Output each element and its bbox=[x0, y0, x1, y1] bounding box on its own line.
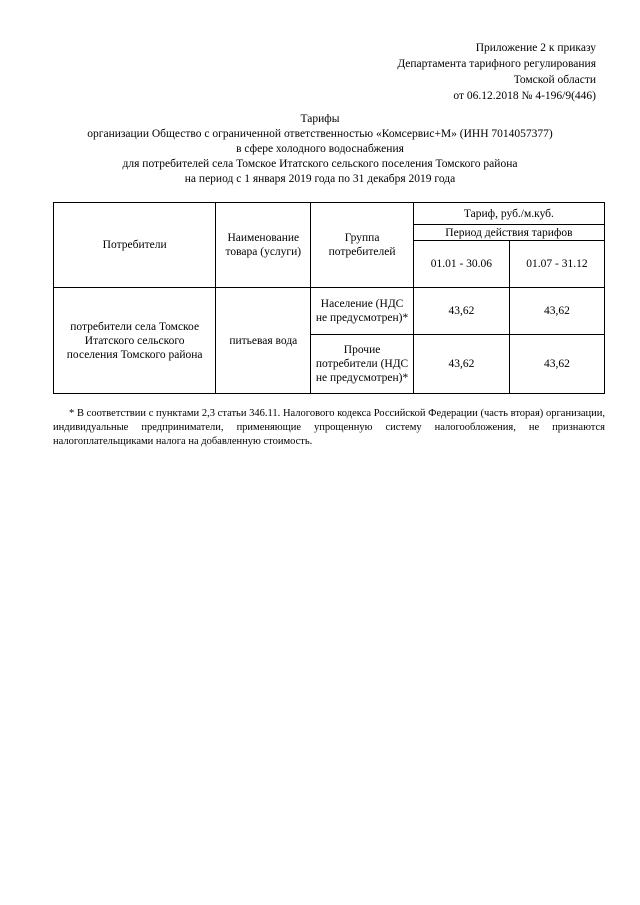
title-heading: Тарифы bbox=[300, 113, 340, 125]
document-title bbox=[0, 112, 640, 187]
cell-goods: питьевая вода bbox=[216, 288, 311, 394]
appendix-line: Приложение 2 к приказу bbox=[475, 42, 596, 54]
title-period: на период с 1 января 2019 года по 31 декабря 2019 года bbox=[184, 173, 456, 185]
appendix-line: Департамента тарифного регулирования bbox=[397, 58, 596, 70]
header-period-1: 01.01 - 30.06 bbox=[413, 241, 509, 288]
header-period: Период действия тарифов bbox=[413, 225, 604, 241]
title-sphere: в сфере холодного водоснабжения bbox=[236, 143, 404, 155]
appendix-line: Томской области bbox=[513, 74, 596, 86]
appendix-header bbox=[397, 40, 596, 104]
header-tariff: Тариф, руб./м.куб. bbox=[413, 203, 604, 225]
title-organization: организации Общество с ограниченной ответственностью «Комсервис+М» (ИНН 7014057377) bbox=[87, 128, 553, 140]
appendix-date-line: от 06.12.2018 № 4-196/9(446) bbox=[453, 90, 596, 102]
cell-tariff-value: 43,62 bbox=[413, 288, 509, 335]
tariff-table bbox=[53, 202, 605, 394]
header-goods: Наименование товара (услуги) bbox=[216, 203, 311, 288]
footnote: * В соответствии с пунктами 2,3 статьи 346.11. Налогового кодекса Российской Федерации (часть вторая) организации, индивидуальные предприниматели, применяющие упрощенную систему налогообложения, не признаются налогоплательщиками налога на добавленную стоимость. bbox=[53, 408, 605, 447]
header-period-2: 01.07 - 31.12 bbox=[509, 241, 604, 288]
cell-tariff-value: 43,62 bbox=[509, 288, 604, 335]
title-consumers: для потребителей села Томское Итатского сельского поселения Томского района bbox=[122, 158, 518, 170]
cell-tariff-value: 43,62 bbox=[509, 335, 604, 394]
header-group: Группа потребителей bbox=[311, 203, 414, 288]
table-header-row bbox=[54, 203, 605, 225]
cell-tariff-value: 43,62 bbox=[413, 335, 509, 394]
table-row bbox=[54, 288, 605, 335]
cell-group: Население (НДС не предусмотрен)* bbox=[311, 288, 414, 335]
header-consumers: Потребители bbox=[54, 203, 216, 288]
cell-consumers: потребители села Томское Итатского сельского поселения Томского района bbox=[54, 288, 216, 394]
cell-group: Прочие потребители (НДС не предусмотрен)* bbox=[311, 335, 414, 394]
